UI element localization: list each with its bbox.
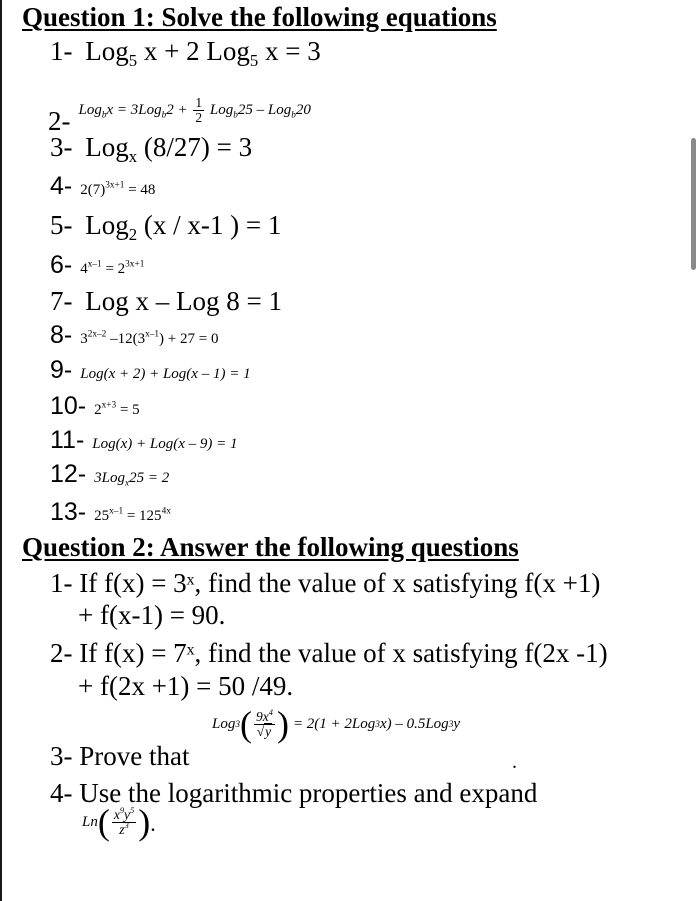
q1-item-5: 5- Log$_2$ (x / x-1 ) = 1 — [50, 210, 282, 244]
q2-item-2-line-2: + f(2x +1) = 50 /49. — [78, 671, 294, 701]
q1-item-9: 9- Log(x + 2) + Log(x – 1) = 1 — [50, 356, 251, 384]
q2-item-1-line-2: + f(x-1) = 90. — [78, 600, 226, 630]
question-1-heading: Question 1: Solve the following equations — [22, 2, 497, 32]
prove-formula: Log 3 ( $\frac{9x^4}{√y}$ ) = 2(1 + 2Log 3 x) – 0.5Log 3 y — [212, 704, 461, 745]
page-left-border — [0, 0, 2, 901]
q2-item-2-line-1: 2- If f(x) = 7ˣ, find the value of x satisfying f(2x -1) — [50, 638, 608, 668]
q2-item-4-text: 4- Use the logarithmic properties and expand — [50, 778, 538, 808]
q1-item-7: 7- Log x – Log 8 = 1 — [50, 286, 282, 316]
q1-item-12: 12- 3Log$_x$25 = 2 — [50, 460, 170, 489]
q2-item-3-label: 3- Prove that — [50, 741, 190, 771]
q1-item-3: 3- Log$_x$ (8/27) = 3 — [50, 132, 253, 166]
expand-formula: Ln ( $\frac{x^9y^5}{z^3}$ ) . — [82, 802, 156, 843]
q2-item-1-line-1: 1- If f(x) = 3ˣ, find the value of x satisfying f(x +1) — [50, 568, 601, 598]
q1-item-8: 8- $3^{2x-2}$ $-12(3^{x-1}) + 27 = 0$ — [50, 321, 219, 349]
q1-item-10: 10- $2^{x+3} = 5$ — [50, 392, 140, 420]
vertical-scrollbar[interactable] — [691, 138, 696, 270]
question-2-heading: Question 2: Answer the following questions — [22, 532, 519, 562]
q1-item-13: 13- $25^{x-1} = 125^{4x}$ — [50, 498, 171, 526]
q1-item-1: 1- Log$_5$ x + 2 Log$_5$ x = 3 — [50, 36, 321, 70]
prove-formula-period: . — [512, 751, 517, 773]
q1-item-6: 6- $4^{x-1} = 2^{3x+1}$ — [50, 251, 145, 279]
q1-item-4: 4- $2(7)^{3x+1} = 48$ — [50, 172, 156, 200]
q1-item-11: 11- Log(x) + Log(x – 9) = 1 — [50, 426, 238, 454]
q1-item-2: 2- Log$_b$x = 3Log$_b$2 + $\frac{1}{2}$ Log$_b$25 – Log$_b$20 — [48, 94, 311, 136]
